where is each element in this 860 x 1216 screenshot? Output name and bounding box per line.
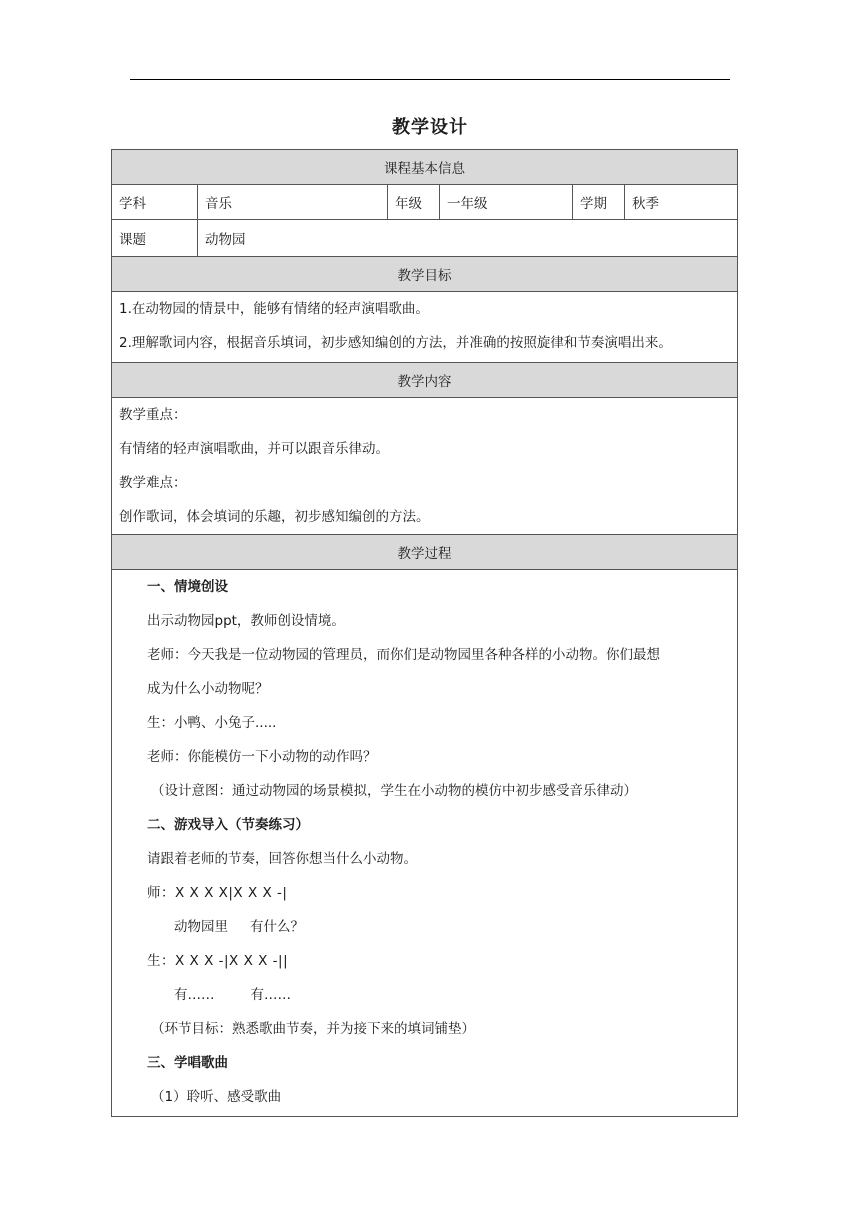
student-lyric: 有…… xyxy=(250,987,291,1003)
part1-intent: （设计意图：通过动物园的场景模拟，学生在小动物的模仿中初步感受音乐律动） xyxy=(151,783,637,799)
part2-line: 请跟着老师的节奏，回答你想当什么小动物。 xyxy=(147,851,417,867)
process-body-row xyxy=(112,570,738,1117)
teacher-lyrics xyxy=(119,910,730,944)
basic-info-header-row xyxy=(112,150,738,185)
content-header-row xyxy=(112,363,738,398)
grade-value: 一年级 xyxy=(440,185,573,220)
difficulty-text: 创作歌词，体会填词的乐趣，初步感知编创的方法。 xyxy=(119,509,430,525)
goals-body-row xyxy=(112,292,738,363)
part1-line: 老师：今天我是一位动物园的管理员，而你们是动物园里各种各样的小动物。你们最想 xyxy=(147,647,660,663)
difficulty-label: 教学难点： xyxy=(119,475,187,491)
teacher-rhythm: 师：X X X X|X X X -| xyxy=(147,885,288,901)
part1-line: 出示动物园ppt，教师创设情境。 xyxy=(147,613,345,629)
part1-line: 老师：你能模仿一下小动物的动作吗？ xyxy=(147,749,377,765)
topic-row xyxy=(112,220,738,257)
goals-header-row xyxy=(112,257,738,292)
part1-heading: 一、情境创设 xyxy=(147,579,228,595)
lesson-plan-table xyxy=(111,149,738,1117)
goals-body xyxy=(112,292,738,363)
content-header: 教学内容 xyxy=(112,363,738,398)
process-body xyxy=(112,570,738,1117)
teacher-lyric: 动物园里 xyxy=(174,919,228,935)
content-body xyxy=(112,398,738,535)
goal-item: 1.在动物园的情景中，能够有情绪的轻声演唱歌曲。 xyxy=(119,301,429,317)
header-rule xyxy=(130,79,730,80)
subject-value: 音乐 xyxy=(198,185,388,220)
key-point-label: 教学重点： xyxy=(119,407,187,423)
part3-sub: （1）聆听、感受歌曲 xyxy=(151,1089,282,1105)
part2-heading: 二、游戏导入（节奏练习） xyxy=(147,817,309,833)
page-title: 教学设计 xyxy=(392,117,468,138)
student-rhythm: 生：X X X -|X X X -|| xyxy=(147,953,289,969)
subject-label: 学科 xyxy=(112,185,198,220)
student-lyrics xyxy=(119,978,730,1012)
grade-label: 年级 xyxy=(388,185,440,220)
goals-header: 教学目标 xyxy=(112,257,738,292)
process-header: 教学过程 xyxy=(112,535,738,570)
part3-heading: 三、学唱歌曲 xyxy=(147,1055,228,1071)
process-header-row xyxy=(112,535,738,570)
basic-info-header: 课程基本信息 xyxy=(112,150,738,185)
key-point-text: 有情绪的轻声演唱歌曲，并可以跟音乐律动。 xyxy=(119,441,389,457)
term-label: 学期 xyxy=(573,185,625,220)
goal-item: 2.理解歌词内容，根据音乐填词，初步感知编创的方法，并准确的按照旋律和节奏演唱出来。 xyxy=(119,335,672,351)
part1-line: 生：小鸭、小兔子..... xyxy=(147,715,277,731)
teacher-lyric: 有什么？ xyxy=(250,919,304,935)
topic-value: 动物园 xyxy=(198,220,738,257)
student-lyric: 有…… xyxy=(174,987,215,1003)
term-value: 秋季 xyxy=(625,185,738,220)
part2-goal: （环节目标：熟悉歌曲节奏，并为接下来的填词铺垫） xyxy=(151,1021,475,1037)
basic-info-row xyxy=(112,185,738,220)
part1-line: 成为什么小动物呢？ xyxy=(147,681,269,697)
content-body-row xyxy=(112,398,738,535)
topic-label: 课题 xyxy=(112,220,198,257)
